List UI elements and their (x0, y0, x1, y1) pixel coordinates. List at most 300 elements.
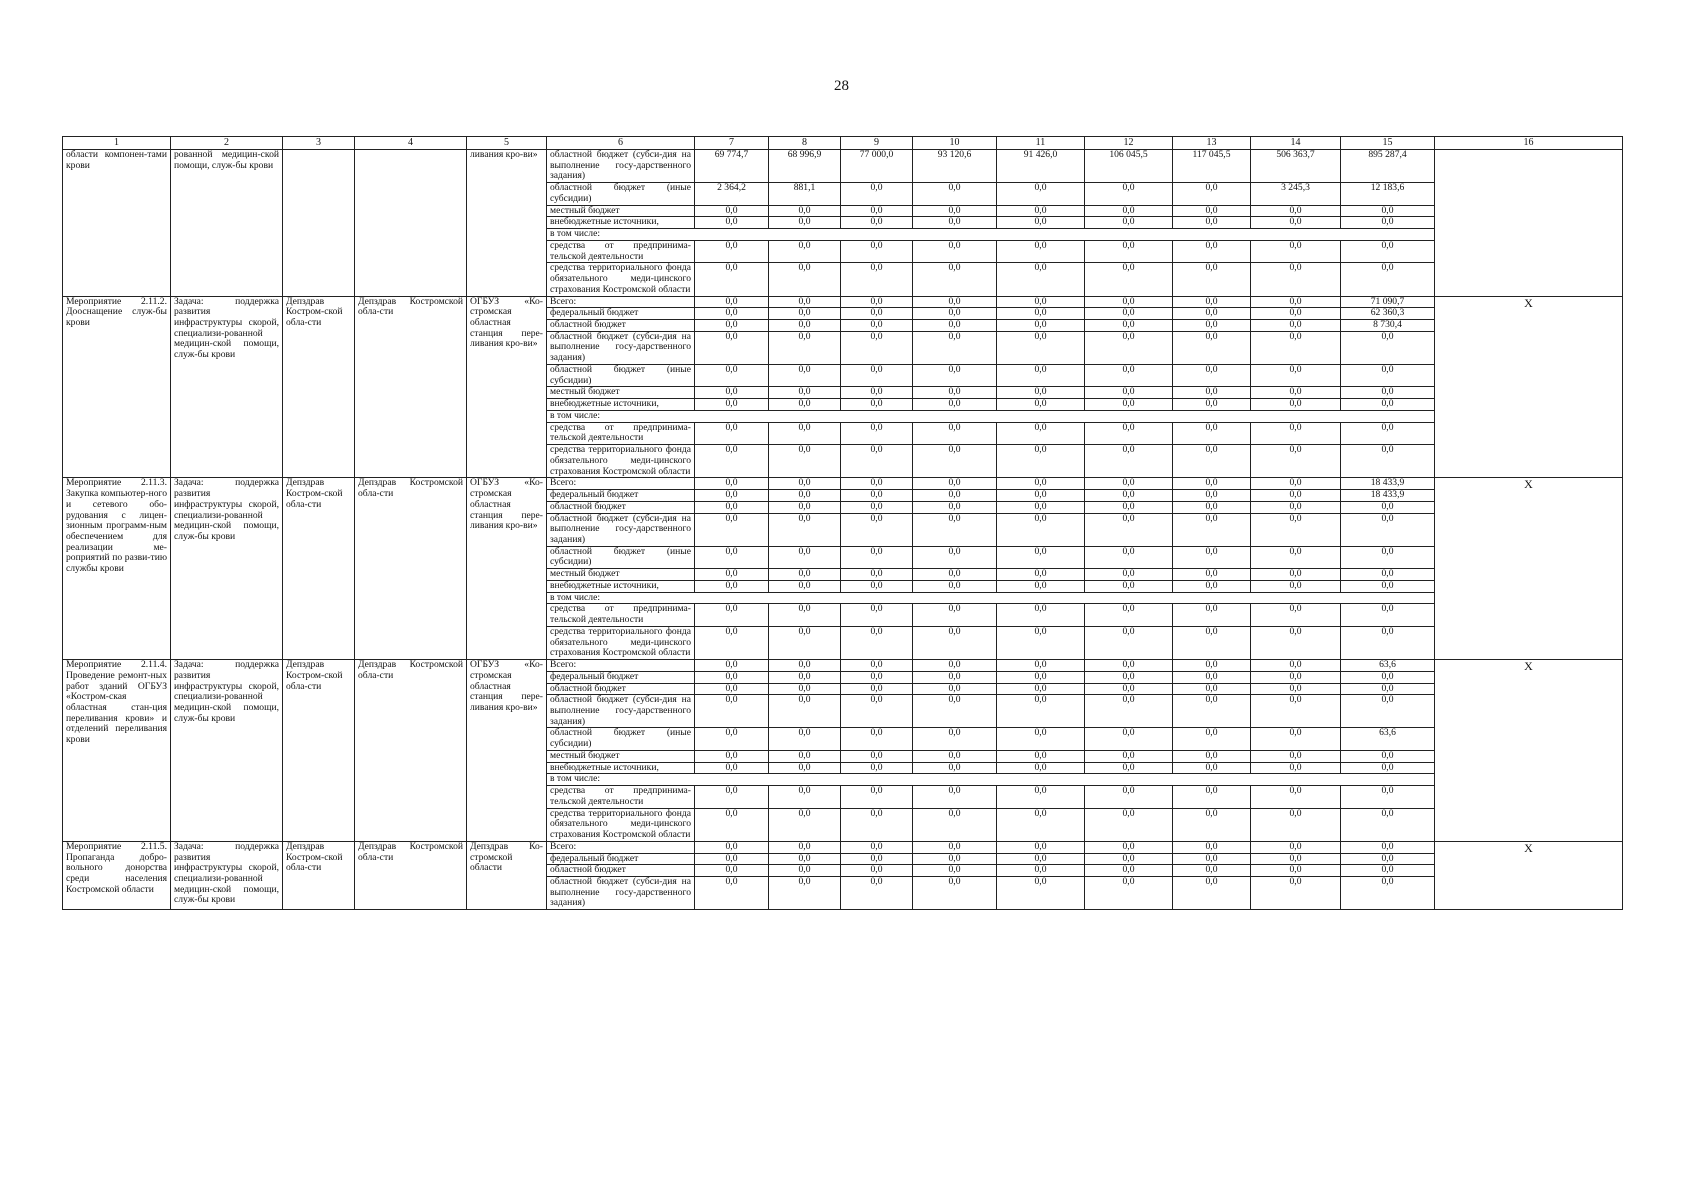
amount-cell: 0,0 (997, 478, 1085, 490)
amount-cell: 91 426,0 (997, 150, 1085, 183)
table-row (63, 660, 1623, 672)
column-number-cell: 6 (547, 137, 695, 150)
amount-cell: 0,0 (913, 569, 997, 581)
amount-cell: 0,0 (1173, 296, 1251, 308)
amount-cell: 0,0 (769, 490, 841, 502)
amount-cell: 0,0 (913, 513, 997, 546)
task-cell: Задача: поддержка развития инфраструктуры скорой, специализи-рованной медицин-ской помощи, служ-бы крови (171, 478, 283, 660)
funding-source-cell: федеральный бюджет (547, 308, 695, 320)
amount-cell: 0,0 (841, 853, 913, 865)
amount-cell: 0,0 (997, 865, 1085, 877)
amount-cell: 0,0 (1341, 387, 1435, 399)
amount-cell: 0,0 (913, 695, 997, 728)
task-cell: Задача: поддержка развития инфраструктуры скорой, специализи-рованной медицин-ской помощи, служ-бы крови (171, 660, 283, 842)
amount-cell: 0,0 (913, 546, 997, 568)
amount-cell: 0,0 (997, 490, 1085, 502)
amount-cell: 0,0 (695, 853, 769, 865)
amount-cell: 0,0 (1251, 695, 1341, 728)
amount-cell: 0,0 (1173, 183, 1251, 205)
amount-cell: 0,0 (1341, 683, 1435, 695)
amount-cell: 0,0 (1251, 217, 1341, 229)
table-body (63, 137, 1623, 910)
amount-cell: 2 364,2 (695, 183, 769, 205)
amount-cell: 117 045,5 (1173, 150, 1251, 183)
amount-cell: 0,0 (1085, 660, 1173, 672)
amount-cell: 0,0 (997, 422, 1085, 444)
amount-cell: 0,0 (769, 399, 841, 411)
amount-cell: 0,0 (997, 308, 1085, 320)
activity-name-cell: области компонен-тами крови (63, 150, 171, 297)
executor-cell: Депздрав Костромской обла-сти (355, 660, 467, 842)
amount-cell: 0,0 (913, 626, 997, 659)
amount-cell: 0,0 (769, 308, 841, 320)
amount-cell: 0,0 (1173, 604, 1251, 626)
amount-cell: 0,0 (1251, 331, 1341, 364)
amount-cell: 3 245,3 (1251, 183, 1341, 205)
amount-cell: 0,0 (1341, 877, 1435, 910)
amount-cell: 0,0 (1173, 501, 1251, 513)
amount-cell: 0,0 (1173, 240, 1251, 262)
amount-cell: 0,0 (769, 296, 841, 308)
amount-cell: 0,0 (695, 580, 769, 592)
funding-source-cell: средства от предпринима-тельской деятельности (547, 422, 695, 444)
amount-cell: 0,0 (997, 808, 1085, 841)
amount-cell: 0,0 (1251, 660, 1341, 672)
amount-cell: 0,0 (1173, 331, 1251, 364)
amount-cell: 0,0 (1251, 308, 1341, 320)
column-number-cell: 4 (355, 137, 467, 150)
amount-cell: 0,0 (1341, 808, 1435, 841)
amount-cell: 0,0 (1251, 580, 1341, 592)
amount-cell: 0,0 (1341, 604, 1435, 626)
amount-cell: 0,0 (913, 865, 997, 877)
amount-cell: 0,0 (769, 422, 841, 444)
responsible-cell (283, 150, 355, 297)
table-row (63, 841, 1623, 853)
funding-source-cell: местный бюджет (547, 205, 695, 217)
funding-source-cell: областной бюджет (субси-дия на выполнение госу-дарственного задания) (547, 513, 695, 546)
amount-cell: 0,0 (695, 364, 769, 386)
column-number-cell: 1 (63, 137, 171, 150)
amount-cell: 0,0 (1341, 513, 1435, 546)
amount-cell: 0,0 (841, 786, 913, 808)
amount-cell: 18 433,9 (1341, 490, 1435, 502)
amount-cell: 0,0 (1085, 877, 1173, 910)
task-cell: Задача: поддержка развития инфраструктуры скорой, специализи-рованной медицин-ской помощи, служ-бы крови (171, 841, 283, 909)
funding-source-cell: местный бюджет (547, 387, 695, 399)
amount-cell: 0,0 (913, 604, 997, 626)
recipient-cell: ливания кро-ви» (467, 150, 547, 297)
amount-cell: 0,0 (1251, 240, 1341, 262)
amount-cell: 0,0 (1085, 399, 1173, 411)
amount-cell: 0,0 (769, 626, 841, 659)
amount-cell: 0,0 (913, 580, 997, 592)
amount-cell: 0,0 (1341, 445, 1435, 478)
amount-cell: 0,0 (1341, 841, 1435, 853)
amount-cell: 0,0 (841, 183, 913, 205)
amount-cell: 0,0 (1085, 308, 1173, 320)
amount-cell: 0,0 (1173, 422, 1251, 444)
amount-cell: 0,0 (1251, 877, 1341, 910)
amount-cell: 0,0 (1341, 205, 1435, 217)
amount-cell: 0,0 (695, 422, 769, 444)
amount-cell: 0,0 (841, 546, 913, 568)
column-number-cell: 5 (467, 137, 547, 150)
amount-cell: 0,0 (997, 387, 1085, 399)
task-cell: Задача: поддержка развития инфраструктуры скорой, специализи-рованной медицин-ской помощи, служ-бы крови (171, 296, 283, 478)
amount-cell: 0,0 (997, 445, 1085, 478)
amount-cell: 0,0 (769, 445, 841, 478)
funding-source-cell: областной бюджет (иные субсидии) (547, 546, 695, 568)
funding-source-cell: в том числе: (547, 774, 1435, 786)
amount-cell: 0,0 (1341, 671, 1435, 683)
amount-cell: 0,0 (1085, 695, 1173, 728)
amount-cell: 0,0 (1085, 671, 1173, 683)
amount-cell: 0,0 (695, 671, 769, 683)
amount-cell: 106 045,5 (1085, 150, 1173, 183)
amount-cell: 0,0 (841, 626, 913, 659)
amount-cell: 68 996,9 (769, 150, 841, 183)
amount-cell: 0,0 (1173, 308, 1251, 320)
amount-cell: 0,0 (1341, 240, 1435, 262)
amount-cell: 0,0 (769, 240, 841, 262)
amount-cell: 0,0 (769, 762, 841, 774)
amount-cell: 0,0 (997, 546, 1085, 568)
amount-cell: 0,0 (1251, 865, 1341, 877)
amount-cell: 0,0 (1341, 331, 1435, 364)
amount-cell: 0,0 (1173, 841, 1251, 853)
amount-cell: 0,0 (695, 478, 769, 490)
amount-cell: 0,0 (997, 296, 1085, 308)
amount-cell: 0,0 (769, 501, 841, 513)
amount-cell: 0,0 (913, 320, 997, 332)
amount-cell: 0,0 (695, 762, 769, 774)
amount-cell: 0,0 (695, 546, 769, 568)
amount-cell: 0,0 (997, 501, 1085, 513)
amount-cell: 0,0 (1173, 695, 1251, 728)
column-number-cell: 3 (283, 137, 355, 150)
amount-cell: 63,6 (1341, 728, 1435, 750)
amount-cell: 0,0 (695, 569, 769, 581)
column-number-cell: 9 (841, 137, 913, 150)
activity-name-cell: Мероприятие 2.11.5. Пропаганда добро-вольного донорства среди населения Костромской области (63, 841, 171, 909)
amount-cell: 0,0 (695, 399, 769, 411)
amount-cell: 0,0 (1251, 569, 1341, 581)
amount-cell: 0,0 (1251, 263, 1341, 296)
amount-cell: 0,0 (1341, 399, 1435, 411)
amount-cell: 0,0 (841, 296, 913, 308)
amount-cell: 0,0 (913, 853, 997, 865)
amount-cell: 0,0 (695, 808, 769, 841)
amount-cell: 0,0 (1251, 387, 1341, 399)
amount-cell: 0,0 (1173, 580, 1251, 592)
amount-cell: 93 120,6 (913, 150, 997, 183)
executor-cell: Депздрав Костромской обла-сти (355, 478, 467, 660)
amount-cell: 0,0 (913, 660, 997, 672)
amount-cell: 0,0 (769, 546, 841, 568)
amount-cell: 0,0 (1173, 671, 1251, 683)
amount-cell: 0,0 (1251, 445, 1341, 478)
amount-cell: 12 183,6 (1341, 183, 1435, 205)
amount-cell: 0,0 (695, 660, 769, 672)
amount-cell: 0,0 (695, 331, 769, 364)
amount-cell: 0,0 (1251, 841, 1341, 853)
column-number-cell: 8 (769, 137, 841, 150)
amount-cell: 0,0 (1173, 387, 1251, 399)
amount-cell: 0,0 (695, 626, 769, 659)
amount-cell: 0,0 (1341, 364, 1435, 386)
funding-source-cell: внебюджетные источники, (547, 762, 695, 774)
funding-source-cell: Всего: (547, 296, 695, 308)
amount-cell: 0,0 (1085, 841, 1173, 853)
amount-cell: 0,0 (1085, 205, 1173, 217)
amount-cell: 0,0 (913, 683, 997, 695)
column-number-cell: 15 (1341, 137, 1435, 150)
amount-cell: 0,0 (841, 513, 913, 546)
funding-source-cell: средства территориального фонда обязательного меди-цинского страхования Костромской области (547, 626, 695, 659)
amount-cell: 0,0 (695, 750, 769, 762)
column-number-row (63, 137, 1623, 150)
amount-cell: 0,0 (913, 399, 997, 411)
funding-source-cell: областной бюджет (иные субсидии) (547, 183, 695, 205)
funding-source-cell: федеральный бюджет (547, 490, 695, 502)
amount-cell: 0,0 (1173, 490, 1251, 502)
amount-cell: 0,0 (997, 604, 1085, 626)
funding-source-cell: внебюджетные источники, (547, 217, 695, 229)
amount-cell: 0,0 (913, 205, 997, 217)
amount-cell: 0,0 (1085, 240, 1173, 262)
amount-cell: 0,0 (1085, 445, 1173, 478)
amount-cell: 0,0 (997, 626, 1085, 659)
column-number-cell: 12 (1085, 137, 1173, 150)
amount-cell: 0,0 (1251, 786, 1341, 808)
amount-cell: 0,0 (1085, 422, 1173, 444)
amount-cell: 0,0 (841, 364, 913, 386)
amount-cell: 0,0 (1341, 580, 1435, 592)
activity-name-cell: Мероприятие 2.11.4. Проведение ремонт-ных работ зданий ОГБУЗ «Костром-ская областная стан-ция переливания крови» и отделений переливания крови (63, 660, 171, 842)
funding-source-cell: внебюджетные источники, (547, 399, 695, 411)
amount-cell: 0,0 (1085, 865, 1173, 877)
amount-cell: 0,0 (769, 808, 841, 841)
amount-cell: 0,0 (997, 183, 1085, 205)
amount-cell: 0,0 (1085, 513, 1173, 546)
amount-cell: 0,0 (695, 877, 769, 910)
responsible-cell: Депздрав Костром-ской обла-сти (283, 478, 355, 660)
responsible-cell: Депздрав Костром-ской обла-сти (283, 660, 355, 842)
column-number-cell: 2 (171, 137, 283, 150)
amount-cell: 0,0 (1173, 865, 1251, 877)
amount-cell: 0,0 (997, 841, 1085, 853)
funding-source-cell: Всего: (547, 478, 695, 490)
funding-source-cell: Всего: (547, 841, 695, 853)
amount-cell: 0,0 (997, 580, 1085, 592)
amount-cell: 0,0 (1085, 387, 1173, 399)
amount-cell: 0,0 (1085, 853, 1173, 865)
amount-cell: 0,0 (1085, 478, 1173, 490)
funding-source-cell: областной бюджет (субси-дия на выполнение госу-дарственного задания) (547, 150, 695, 183)
amount-cell: 0,0 (1251, 205, 1341, 217)
amount-cell: 0,0 (1085, 320, 1173, 332)
amount-cell: 0,0 (1341, 501, 1435, 513)
amount-cell: 69 774,7 (695, 150, 769, 183)
amount-cell: 0,0 (769, 841, 841, 853)
funding-source-cell: внебюджетные источники, (547, 580, 695, 592)
amount-cell: 0,0 (769, 217, 841, 229)
amount-cell: 0,0 (997, 240, 1085, 262)
amount-cell: 0,0 (1251, 399, 1341, 411)
amount-cell: 0,0 (841, 490, 913, 502)
activity-name-cell: Мероприятие 2.11.3. Закупка компьютер-ного и сетевого обо-рудования с лицен-зионным программ-ным обеспечением для реализации ме-роприятий по разви-тию службы крови (63, 478, 171, 660)
amount-cell: 0,0 (769, 205, 841, 217)
amount-cell: 0,0 (1341, 263, 1435, 296)
amount-cell: 0,0 (997, 217, 1085, 229)
funding-source-cell: средства территориального фонда обязательного меди-цинского страхования Костромской области (547, 263, 695, 296)
column-number-cell: 11 (997, 137, 1085, 150)
amount-cell: 0,0 (1341, 569, 1435, 581)
budget-table (62, 136, 1623, 910)
amount-cell: 0,0 (841, 569, 913, 581)
amount-cell: 0,0 (695, 604, 769, 626)
amount-cell: 0,0 (1085, 580, 1173, 592)
amount-cell: 0,0 (913, 728, 997, 750)
table-row (63, 150, 1623, 183)
amount-cell: 0,0 (769, 263, 841, 296)
amount-cell: 0,0 (1251, 422, 1341, 444)
amount-cell: 0,0 (695, 501, 769, 513)
amount-cell: 0,0 (769, 331, 841, 364)
amount-cell: 77 000,0 (841, 150, 913, 183)
amount-cell: 0,0 (695, 786, 769, 808)
amount-cell: 0,0 (695, 728, 769, 750)
amount-cell: 0,0 (1251, 604, 1341, 626)
amount-cell: 63,6 (1341, 660, 1435, 672)
amount-cell: 0,0 (1085, 604, 1173, 626)
responsible-cell: Депздрав Костром-ской обла-сти (283, 841, 355, 909)
funding-source-cell: средства от предпринима-тельской деятельности (547, 786, 695, 808)
amount-cell: 0,0 (841, 671, 913, 683)
amount-cell: 0,0 (913, 750, 997, 762)
amount-cell: 0,0 (1085, 762, 1173, 774)
amount-cell: 0,0 (769, 728, 841, 750)
amount-cell: 0,0 (997, 695, 1085, 728)
amount-cell: 0,0 (695, 205, 769, 217)
amount-cell: 0,0 (997, 762, 1085, 774)
amount-cell: 0,0 (1173, 750, 1251, 762)
amount-cell: 0,0 (1251, 626, 1341, 659)
funding-source-cell: средства территориального фонда обязательного меди-цинского страхования Костромской области (547, 808, 695, 841)
amount-cell: 0,0 (695, 445, 769, 478)
amount-cell: 0,0 (1085, 364, 1173, 386)
amount-cell: 0,0 (1173, 683, 1251, 695)
funding-source-cell: средства от предпринима-тельской деятельности (547, 604, 695, 626)
amount-cell: 0,0 (1173, 626, 1251, 659)
amount-cell: 0,0 (913, 501, 997, 513)
amount-cell: 0,0 (841, 399, 913, 411)
amount-cell: 0,0 (769, 877, 841, 910)
amount-cell: 0,0 (769, 660, 841, 672)
amount-cell: 0,0 (769, 387, 841, 399)
column-number-cell: 14 (1251, 137, 1341, 150)
amount-cell: 0,0 (913, 841, 997, 853)
amount-cell: 0,0 (1085, 683, 1173, 695)
column-number-cell: 16 (1435, 137, 1623, 150)
amount-cell: 0,0 (769, 695, 841, 728)
amount-cell: 0,0 (1341, 750, 1435, 762)
amount-cell: 0,0 (913, 808, 997, 841)
table-row (63, 296, 1623, 308)
funding-source-cell: областной бюджет (субси-дия на выполнение госу-дарственного задания) (547, 331, 695, 364)
amount-cell: 0,0 (841, 683, 913, 695)
amount-cell: 506 363,7 (1251, 150, 1341, 183)
amount-cell: 0,0 (1251, 478, 1341, 490)
amount-cell: 0,0 (695, 296, 769, 308)
amount-cell: 0,0 (1173, 205, 1251, 217)
amount-cell: 895 287,4 (1341, 150, 1435, 183)
amount-cell: 0,0 (841, 808, 913, 841)
amount-cell: 0,0 (913, 240, 997, 262)
amount-cell: 0,0 (1085, 183, 1173, 205)
amount-cell: 0,0 (997, 660, 1085, 672)
amount-cell: 0,0 (1173, 877, 1251, 910)
amount-cell: 0,0 (1173, 320, 1251, 332)
amount-cell: 0,0 (1173, 660, 1251, 672)
amount-cell: 0,0 (769, 683, 841, 695)
amount-cell: 0,0 (1251, 750, 1341, 762)
activity-name-cell: Мероприятие 2.11.2. Дооснащение служ-бы крови (63, 296, 171, 478)
amount-cell: 0,0 (1251, 728, 1341, 750)
amount-cell: 0,0 (1251, 364, 1341, 386)
amount-cell: 0,0 (695, 490, 769, 502)
amount-cell: 0,0 (997, 513, 1085, 546)
amount-cell: 0,0 (1341, 865, 1435, 877)
amount-cell: 0,0 (769, 364, 841, 386)
amount-cell: 0,0 (997, 853, 1085, 865)
funding-source-cell: средства территориального фонда обязательного меди-цинского страхования Костромской области (547, 445, 695, 478)
funding-source-cell: областной бюджет (547, 501, 695, 513)
amount-cell: 0,0 (841, 422, 913, 444)
column-number-cell: 13 (1173, 137, 1251, 150)
amount-cell: 0,0 (913, 387, 997, 399)
amount-cell: 0,0 (769, 569, 841, 581)
amount-cell: 0,0 (1341, 546, 1435, 568)
amount-cell: 0,0 (1251, 320, 1341, 332)
amount-cell: 0,0 (769, 580, 841, 592)
amount-cell: 0,0 (841, 240, 913, 262)
amount-cell: 0,0 (1173, 263, 1251, 296)
amount-cell: 0,0 (841, 762, 913, 774)
amount-cell: 0,0 (769, 320, 841, 332)
amount-cell: 0,0 (1085, 501, 1173, 513)
amount-cell: 71 090,7 (1341, 296, 1435, 308)
amount-cell: 0,0 (695, 217, 769, 229)
amount-cell: 0,0 (1173, 445, 1251, 478)
amount-cell: 0,0 (769, 478, 841, 490)
amount-cell: 0,0 (841, 877, 913, 910)
amount-cell: 0,0 (769, 865, 841, 877)
recipient-cell: ОГБУЗ «Ко-стромская областная станция пере-ливания кро-ви» (467, 660, 547, 842)
amount-cell: 0,0 (997, 331, 1085, 364)
recipient-cell: ОГБУЗ «Ко-стромская областная станция пере-ливания кро-ви» (467, 296, 547, 478)
amount-cell: 0,0 (769, 853, 841, 865)
amount-cell: 0,0 (997, 569, 1085, 581)
amount-cell: 0,0 (695, 308, 769, 320)
funding-source-cell: областной бюджет (547, 683, 695, 695)
amount-cell: 0,0 (997, 877, 1085, 910)
amount-cell: 0,0 (841, 478, 913, 490)
amount-cell: 0,0 (1173, 808, 1251, 841)
amount-cell: 0,0 (997, 320, 1085, 332)
amount-cell: 0,0 (1251, 501, 1341, 513)
